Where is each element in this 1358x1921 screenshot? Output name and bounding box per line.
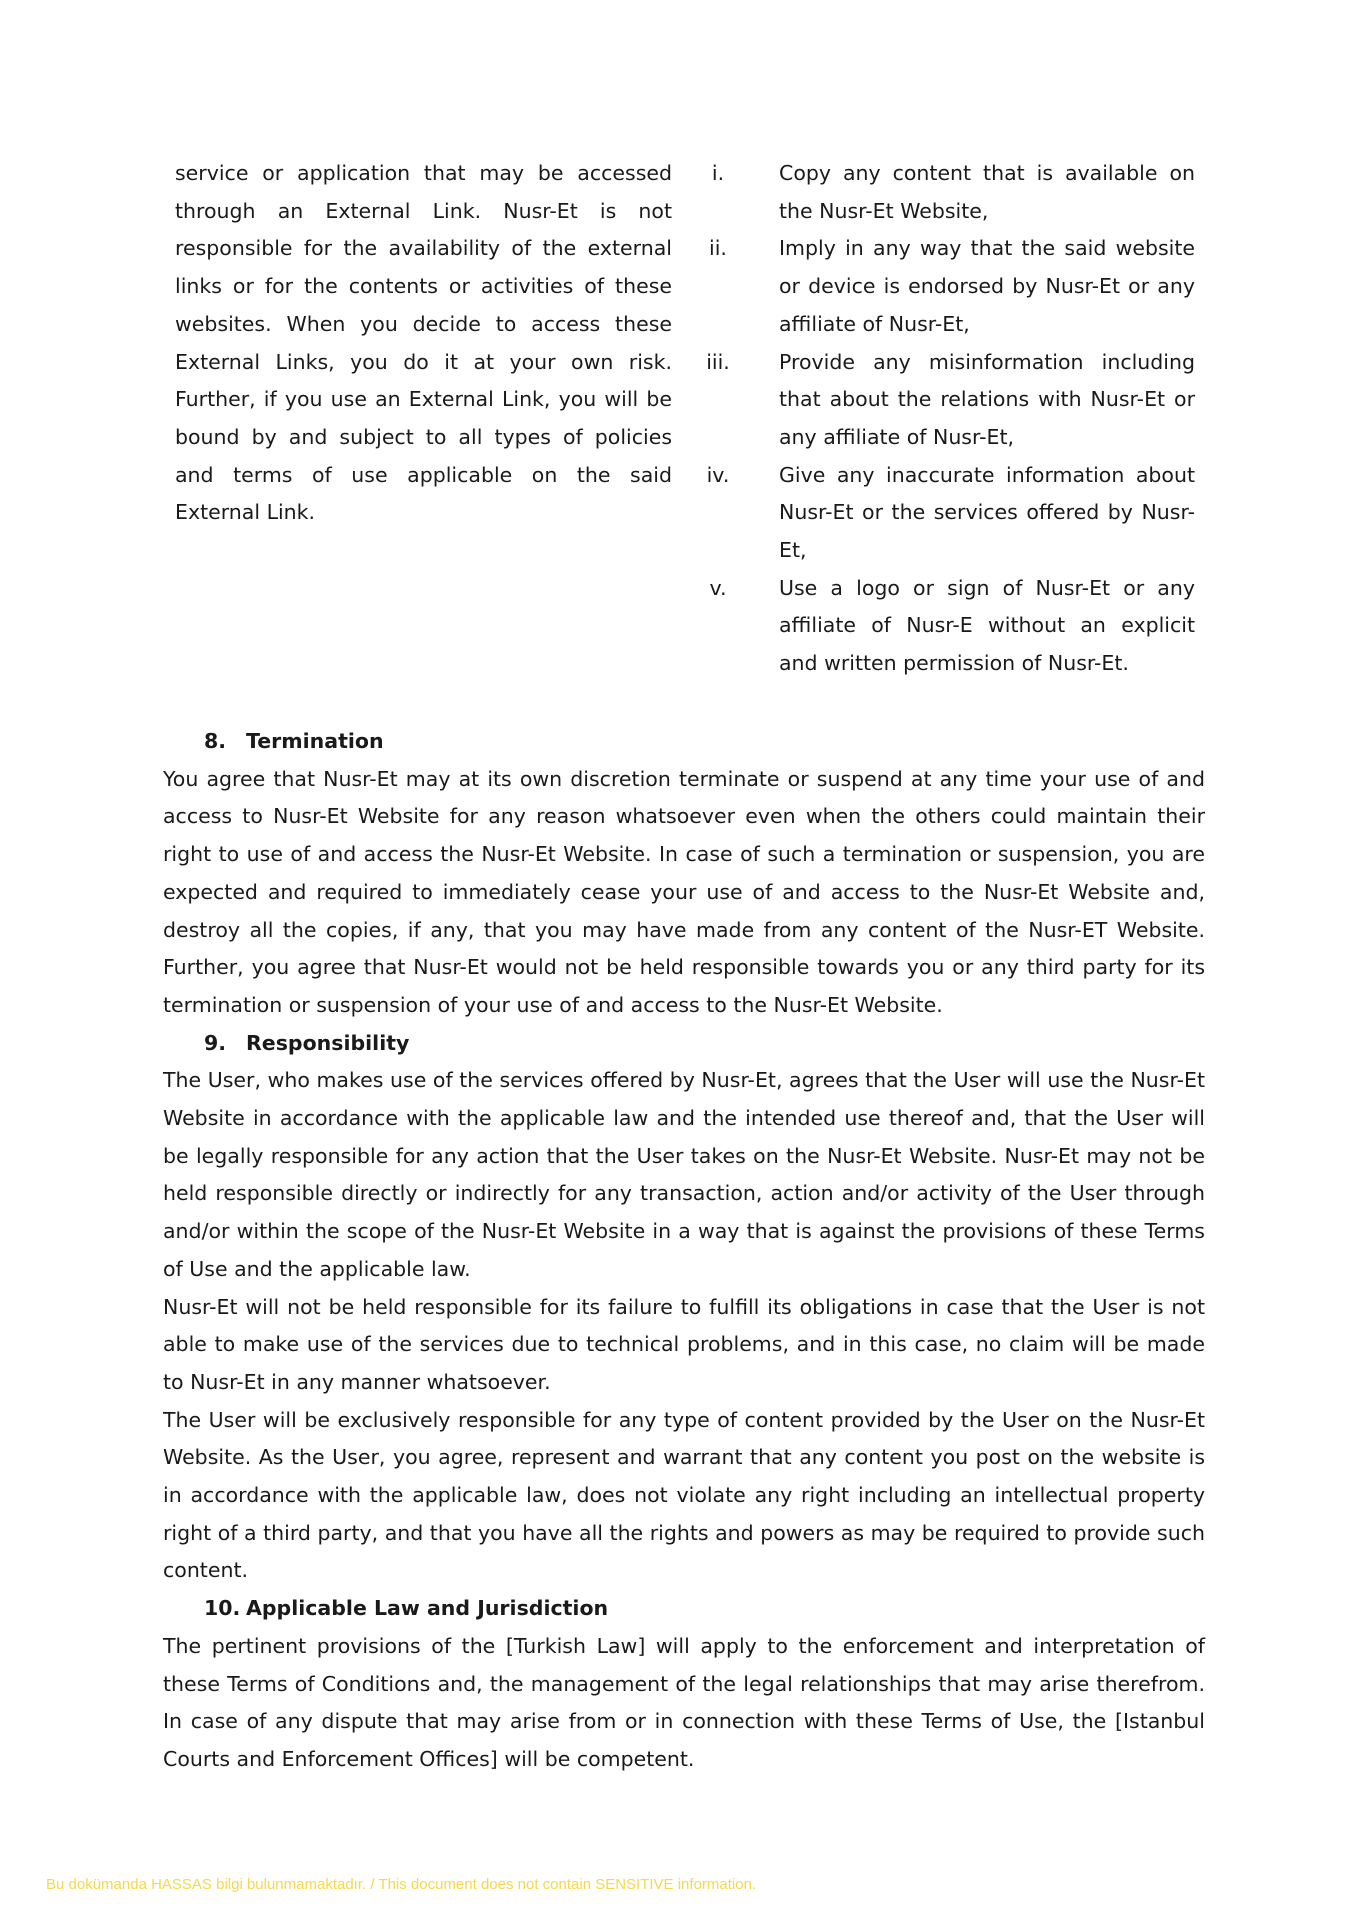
prohibited-actions-list (700, 155, 1195, 683)
sensitivity-footer: Bu dokümanda HASSAS bilgi bulunmamaktadır. / This document does not contain SENSITIVE information. (46, 1876, 757, 1893)
list-item-text: Use a logo or sign of Nusr-Et or any affiliate of Nusr-E without an explicit and written permission of Nusr-Et. (779, 575, 1195, 676)
list-item-number: i. (711, 161, 725, 185)
responsibility-paragraph-3: The User will be exclusively responsible for any type of content provided by the User on the Nusr-Et Website. As the User, you agree, represent and warrant that any content you post on the website is in accordance with the applicable law, does not violate any right including an intellectual property right of a third party, and that you have all the rights and powers as may be required to provide such content. (163, 1407, 1205, 1583)
law-paragraph: The pertinent provisions of the [Turkish Law] will apply to the enforcement and interpretation of these Terms of Conditions and, the management of the legal relationships that may arise therefrom. In case of any dispute that may arise from or in connection with these Terms of Use, the [Istanbul Courts and Enforcement Offices] will be competent. (163, 1633, 1205, 1771)
section-heading-termination (163, 723, 1205, 761)
section-number: 9. (204, 1030, 227, 1055)
list-item-number: v. (709, 575, 727, 600)
section-title: Responsibility (246, 1030, 410, 1055)
section-heading-law (163, 1590, 1205, 1628)
section-number: 8. (204, 729, 227, 753)
section-title: Applicable Law and Jurisdiction (246, 1596, 609, 1621)
list-item (700, 457, 1195, 570)
list-item-text: Give any inaccurate information about Nusr-Et or the services offered by Nusr-Et, (779, 462, 1195, 563)
responsibility-paragraph-1: The User, who makes use of the services offered by Nusr-Et, agrees that the User will use the Nusr-Et Website in accordance with the applicable law and the intended use thereof and, that the User will be legally responsible for any action that the User takes on the Nusr-Et Website. Nusr-Et may not be held responsible directly or indirectly for any transaction, action and/or activity of the User through and/or within the scope of the Nusr-Et Website in a way that is against the provisions of these Terms of Use and the applicable law. (163, 1068, 1205, 1281)
section-heading-responsibility (163, 1025, 1205, 1063)
list-item-number: iii. (706, 349, 730, 374)
sections-block (163, 723, 1205, 1779)
section-number: 10. (204, 1596, 241, 1621)
list-item-number: ii. (709, 236, 727, 261)
external-links-text: service or application that may be accessed through an External Link. Nusr-Et is not responsible for the availability of the external links or for the contents or activities of these websites. When you decide to access these External Links, you do it at your own risk. Further, if you use an External Link, you will be bound by and subject to all types of policies and terms of use applicable on the said External Link. (175, 161, 672, 525)
list-item (700, 155, 1195, 230)
list-item (700, 570, 1195, 683)
list-item-text: Imply in any way that the said website or device is endorsed by Nusr-Et or any affiliate of Nusr-Et, (779, 236, 1195, 336)
list-item (700, 230, 1195, 343)
list-item (700, 344, 1195, 457)
list-item-text: Provide any misinformation including that about the relations with Nusr-Et or any affiliate of Nusr-Et, (779, 349, 1195, 449)
list-item-number: iv. (706, 462, 730, 487)
list-item-text: Copy any content that is available on the Nusr-Et Website, (779, 161, 1195, 223)
section-title: Termination (246, 729, 384, 753)
responsibility-paragraph-2: Nusr-Et will not be held responsible for its failure to fulfill its obligations in case that the User is not able to make use of the services due to technical problems, and in this case, no claim will be made to Nusr-Et in any manner whatsoever. (163, 1294, 1205, 1394)
external-links-paragraph (175, 155, 672, 532)
termination-paragraph: You agree that Nusr-Et may at its own discretion terminate or suspend at any time your use of and access to Nusr-Et Website for any reason whatsoever even when the others could maintain their right to use of and access the Nusr-Et Website. In case of such a termination or suspension, you are expected and required to immediately cease your use of and access to the Nusr-Et Website and, destroy all the copies, if any, that you may have made from any content of the Nusr-ET Website. Further, you agree that Nusr-Et would not be held responsible towards you or any third party for its termination or suspension of your use of and access to the Nusr-Et Website. (163, 766, 1205, 1017)
